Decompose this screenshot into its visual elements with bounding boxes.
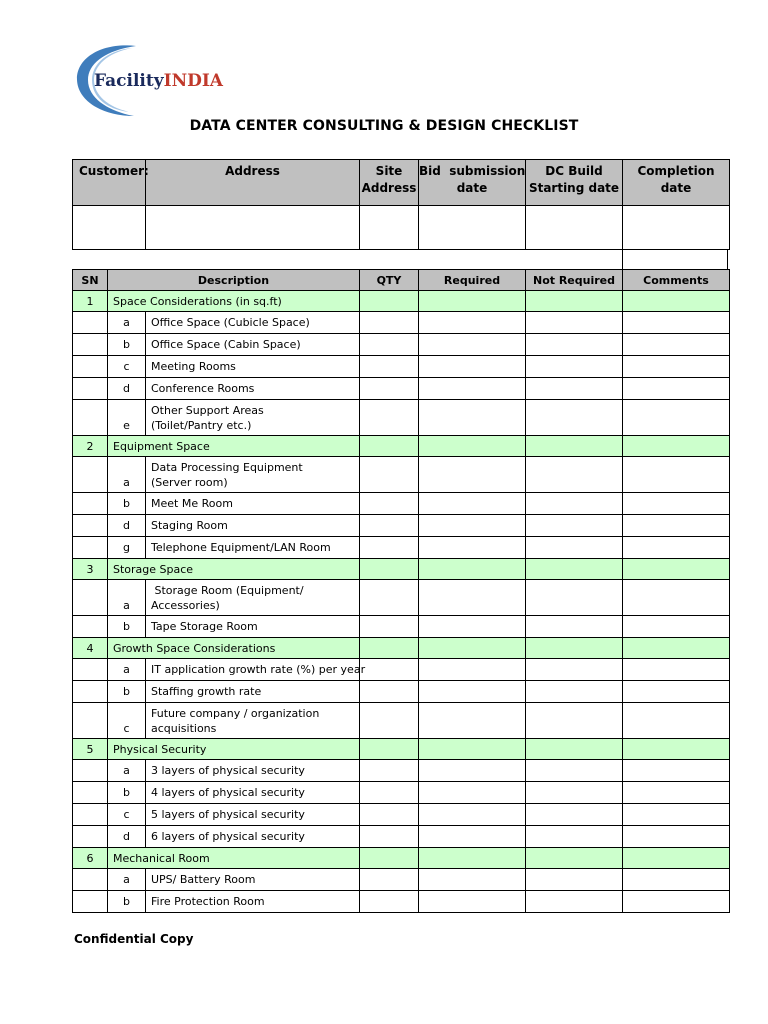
not-required-cell[interactable] [526, 739, 623, 760]
item-description-line: acquisitions [151, 721, 217, 735]
column-header-row [73, 270, 730, 291]
required-cell[interactable] [419, 782, 526, 804]
col-comments: Comments [623, 270, 730, 291]
item-letter: b [108, 681, 146, 703]
item-description [146, 580, 360, 616]
item-letter: b [108, 616, 146, 638]
not-required-cell[interactable] [526, 804, 623, 826]
col-qty: QTY [360, 270, 419, 291]
item-letter: d [108, 515, 146, 537]
item-description-line: Office Space (Cabin Space) [151, 338, 301, 351]
item-sn-cell [73, 334, 108, 356]
comments-cell[interactable] [623, 493, 730, 515]
item-sn-cell [73, 356, 108, 378]
item-description-line: IT application growth rate (%) per year [151, 663, 366, 676]
not-required-cell[interactable] [526, 848, 623, 869]
not-required-cell[interactable] [526, 378, 623, 400]
qty-cell[interactable] [360, 659, 419, 681]
comments-cell[interactable] [623, 400, 730, 436]
item-letter: c [108, 703, 146, 739]
item-description-line: 4 layers of physical security [151, 786, 305, 799]
qty-cell[interactable] [360, 703, 419, 739]
comments-cell[interactable] [623, 515, 730, 537]
section-row [73, 291, 730, 312]
footer-confidential: Confidential Copy [74, 932, 194, 946]
not-required-cell[interactable] [526, 400, 623, 436]
required-cell[interactable] [419, 848, 526, 869]
checklist-item-row [73, 659, 730, 681]
not-required-cell[interactable] [526, 291, 623, 312]
item-description [146, 378, 360, 400]
comments-cell[interactable] [623, 848, 730, 869]
dc-build-starting-date-field[interactable] [526, 206, 623, 250]
col-sn: SN [73, 270, 108, 291]
item-description [146, 869, 360, 891]
not-required-cell[interactable] [526, 356, 623, 378]
section-row [73, 848, 730, 869]
checklist-item-row [73, 782, 730, 804]
item-sn-cell [73, 703, 108, 739]
checklist-item-row [73, 681, 730, 703]
checklist-item-row [73, 703, 730, 739]
item-letter: b [108, 782, 146, 804]
item-sn-cell [73, 580, 108, 616]
checklist-item-row [73, 826, 730, 848]
section-title: Equipment Space [108, 436, 360, 457]
col-description: Description [108, 270, 360, 291]
section-number: 6 [73, 848, 108, 869]
item-description [146, 493, 360, 515]
comments-cell[interactable] [623, 312, 730, 334]
required-cell[interactable] [419, 291, 526, 312]
checklist-item-row [73, 515, 730, 537]
required-cell[interactable] [419, 891, 526, 913]
qty-cell[interactable] [360, 537, 419, 559]
item-sn-cell [73, 515, 108, 537]
qty-cell[interactable] [360, 559, 419, 580]
not-required-cell[interactable] [526, 457, 623, 493]
comments-cell[interactable] [623, 659, 730, 681]
checklist-item-row [73, 356, 730, 378]
required-cell[interactable] [419, 703, 526, 739]
qty-cell[interactable] [360, 493, 419, 515]
required-cell[interactable] [419, 356, 526, 378]
item-sn-cell [73, 378, 108, 400]
item-letter: e [108, 400, 146, 436]
item-sn-cell [73, 312, 108, 334]
item-letter: d [108, 826, 146, 848]
address-label: Address [146, 160, 360, 206]
qty-cell[interactable] [360, 436, 419, 457]
item-sn-cell [73, 804, 108, 826]
item-description [146, 334, 360, 356]
required-cell[interactable] [419, 681, 526, 703]
item-description-line: Meet Me Room [151, 497, 233, 510]
item-letter: c [108, 804, 146, 826]
qty-cell[interactable] [360, 291, 419, 312]
bid-submission-date-field[interactable] [419, 206, 526, 250]
not-required-cell[interactable] [526, 537, 623, 559]
item-sn-cell [73, 537, 108, 559]
section-title: Space Considerations (in sq.ft) [108, 291, 360, 312]
comments-cell[interactable] [623, 681, 730, 703]
section-row [73, 638, 730, 659]
qty-cell[interactable] [360, 457, 419, 493]
customer-field[interactable] [73, 206, 146, 250]
item-description [146, 537, 360, 559]
col-not-required: Not Required [526, 270, 623, 291]
item-letter: a [108, 457, 146, 493]
item-letter: b [108, 891, 146, 913]
item-description-line: Fire Protection Room [151, 895, 265, 908]
checklist-item-row [73, 869, 730, 891]
logo-word-main: Facility [94, 71, 164, 91]
item-description-line: (Toilet/Pantry etc.) [151, 418, 252, 432]
required-cell[interactable] [419, 616, 526, 638]
item-description-line: Staffing growth rate [151, 685, 262, 698]
item-sn-cell [73, 400, 108, 436]
site-address-label: Site Address [360, 160, 419, 206]
item-letter: a [108, 869, 146, 891]
checklist-item-row [73, 804, 730, 826]
item-description-line: 5 layers of physical security [151, 808, 305, 821]
item-sn-cell [73, 760, 108, 782]
comments-cell[interactable] [623, 559, 730, 580]
customer-label: Customer: [73, 160, 146, 206]
comments-cell[interactable] [623, 537, 730, 559]
item-description [146, 457, 360, 493]
checklist-item-row [73, 891, 730, 913]
required-cell[interactable] [419, 334, 526, 356]
section-title: Growth Space Considerations [108, 638, 360, 659]
not-required-cell[interactable] [526, 559, 623, 580]
qty-cell[interactable] [360, 891, 419, 913]
item-description [146, 826, 360, 848]
item-description-line: Office Space (Cubicle Space) [151, 316, 310, 329]
item-sn-cell [73, 493, 108, 515]
comments-cell[interactable] [623, 760, 730, 782]
section-number: 5 [73, 739, 108, 760]
comments-cell[interactable] [623, 782, 730, 804]
item-description-line: Tape Storage Room [151, 620, 258, 633]
comments-cell[interactable] [623, 457, 730, 493]
item-sn-cell [73, 891, 108, 913]
item-description [146, 616, 360, 638]
qty-cell[interactable] [360, 334, 419, 356]
item-sn-cell [73, 826, 108, 848]
facility-india-logo [74, 44, 224, 120]
checklist-item-row [73, 378, 730, 400]
required-cell[interactable] [419, 826, 526, 848]
qty-cell[interactable] [360, 782, 419, 804]
required-cell[interactable] [419, 537, 526, 559]
item-sn-cell [73, 681, 108, 703]
dc-build-starting-date-label: DC Build Starting date [526, 160, 623, 206]
not-required-cell[interactable] [526, 580, 623, 616]
checklist-item-row [73, 400, 730, 436]
comments-cell[interactable] [623, 826, 730, 848]
section-title: Physical Security [108, 739, 360, 760]
required-cell[interactable] [419, 400, 526, 436]
comments-cell[interactable] [623, 378, 730, 400]
not-required-cell[interactable] [526, 826, 623, 848]
header-values-row [73, 206, 730, 250]
item-description [146, 703, 360, 739]
required-cell[interactable] [419, 436, 526, 457]
required-cell[interactable] [419, 378, 526, 400]
not-required-cell[interactable] [526, 436, 623, 457]
item-letter: a [108, 659, 146, 681]
not-required-cell[interactable] [526, 515, 623, 537]
not-required-cell[interactable] [526, 782, 623, 804]
item-description-line: Telephone Equipment/LAN Room [151, 541, 331, 554]
item-description-line: Data Processing Equipment [151, 460, 303, 474]
item-description [146, 400, 360, 436]
qty-cell[interactable] [360, 616, 419, 638]
item-description-line: Conference Rooms [151, 382, 255, 395]
section-row [73, 739, 730, 760]
qty-cell[interactable] [360, 760, 419, 782]
not-required-cell[interactable] [526, 891, 623, 913]
required-cell[interactable] [419, 659, 526, 681]
header-spacer [622, 249, 728, 269]
qty-cell[interactable] [360, 681, 419, 703]
item-description-line: 3 layers of physical security [151, 764, 305, 777]
item-sn-cell [73, 457, 108, 493]
required-cell[interactable] [419, 638, 526, 659]
item-description [146, 782, 360, 804]
header-labels-row [73, 160, 730, 206]
item-description [146, 659, 366, 681]
checklist-item-row [73, 580, 730, 616]
required-cell[interactable] [419, 869, 526, 891]
comments-cell[interactable] [623, 356, 730, 378]
item-letter: b [108, 493, 146, 515]
item-letter: a [108, 312, 146, 334]
item-description-line: 6 layers of physical security [151, 830, 305, 843]
not-required-cell[interactable] [526, 334, 623, 356]
required-cell[interactable] [419, 457, 526, 493]
comments-cell[interactable] [623, 436, 730, 457]
item-sn-cell [73, 869, 108, 891]
required-cell[interactable] [419, 739, 526, 760]
checklist-item-row [73, 537, 730, 559]
bid-submission-date-label: Bid submission date [419, 160, 526, 206]
comments-cell[interactable] [623, 891, 730, 913]
checklist-item-row [73, 457, 730, 493]
section-row [73, 559, 730, 580]
item-sn-cell [73, 782, 108, 804]
comments-cell[interactable] [623, 804, 730, 826]
item-description-line: (Server room) [151, 475, 228, 489]
section-number: 4 [73, 638, 108, 659]
section-row [73, 436, 730, 457]
qty-cell[interactable] [360, 580, 419, 616]
comments-cell[interactable] [623, 739, 730, 760]
qty-cell[interactable] [360, 826, 419, 848]
item-sn-cell [73, 616, 108, 638]
item-letter: b [108, 334, 146, 356]
item-letter: c [108, 356, 146, 378]
site-address-field[interactable] [360, 206, 419, 250]
checklist-item-row [73, 616, 730, 638]
item-description-line: Staging Room [151, 519, 228, 532]
qty-cell[interactable] [360, 515, 419, 537]
item-description-line: UPS/ Battery Room [151, 873, 256, 886]
item-description-line: Other Support Areas [151, 403, 264, 417]
required-cell[interactable] [419, 515, 526, 537]
section-number: 2 [73, 436, 108, 457]
comments-cell[interactable] [623, 638, 730, 659]
item-letter: d [108, 378, 146, 400]
item-sn-cell [73, 659, 108, 681]
item-description [146, 356, 360, 378]
qty-cell[interactable] [360, 848, 419, 869]
required-cell[interactable] [419, 804, 526, 826]
required-cell[interactable] [419, 312, 526, 334]
checklist-item-row [73, 493, 730, 515]
checklist-item-row [73, 312, 730, 334]
not-required-cell[interactable] [526, 616, 623, 638]
item-description [146, 891, 360, 913]
project-header-table [72, 159, 730, 250]
section-number: 1 [73, 291, 108, 312]
not-required-cell[interactable] [526, 493, 623, 515]
not-required-cell[interactable] [526, 681, 623, 703]
item-letter: a [108, 580, 146, 616]
not-required-cell[interactable] [526, 659, 623, 681]
qty-cell[interactable] [360, 356, 419, 378]
qty-cell[interactable] [360, 312, 419, 334]
qty-cell[interactable] [360, 638, 419, 659]
comments-cell[interactable] [623, 703, 730, 739]
comments-cell[interactable] [623, 334, 730, 356]
qty-cell[interactable] [360, 378, 419, 400]
item-description [146, 681, 360, 703]
address-field[interactable] [146, 206, 360, 250]
not-required-cell[interactable] [526, 312, 623, 334]
comments-cell[interactable] [623, 869, 730, 891]
comments-cell[interactable] [623, 616, 730, 638]
required-cell[interactable] [419, 493, 526, 515]
document-title: DATA CENTER CONSULTING & DESIGN CHECKLIST [189, 118, 579, 134]
section-number: 3 [73, 559, 108, 580]
comments-cell[interactable] [623, 291, 730, 312]
item-description-line: Future company / organization [151, 706, 320, 720]
required-cell[interactable] [419, 580, 526, 616]
logo-word-accent: INDIA [163, 71, 224, 91]
item-letter: a [108, 760, 146, 782]
checklist-table [72, 269, 730, 913]
item-description-line: Meeting Rooms [151, 360, 236, 373]
required-cell[interactable] [419, 559, 526, 580]
col-required: Required [419, 270, 526, 291]
qty-cell[interactable] [360, 739, 419, 760]
not-required-cell[interactable] [526, 760, 623, 782]
item-letter: g [108, 537, 146, 559]
section-title: Storage Space [108, 559, 360, 580]
item-description [146, 515, 360, 537]
not-required-cell[interactable] [526, 638, 623, 659]
checklist-item-row [73, 760, 730, 782]
completion-date-field[interactable] [623, 206, 730, 250]
qty-cell[interactable] [360, 400, 419, 436]
item-description-line: Storage Room (Equipment/ [151, 583, 304, 597]
required-cell[interactable] [419, 760, 526, 782]
item-description [146, 312, 360, 334]
completion-date-label: Completion date [623, 160, 730, 206]
item-description-line: Accessories) [151, 598, 220, 612]
comments-cell[interactable] [623, 580, 730, 616]
not-required-cell[interactable] [526, 703, 623, 739]
qty-cell[interactable] [360, 869, 419, 891]
checklist-item-row [73, 334, 730, 356]
qty-cell[interactable] [360, 804, 419, 826]
item-description [146, 760, 360, 782]
not-required-cell[interactable] [526, 869, 623, 891]
svg-text:FacilityINDIA [94, 71, 224, 91]
section-title: Mechanical Room [108, 848, 360, 869]
item-description [146, 804, 360, 826]
